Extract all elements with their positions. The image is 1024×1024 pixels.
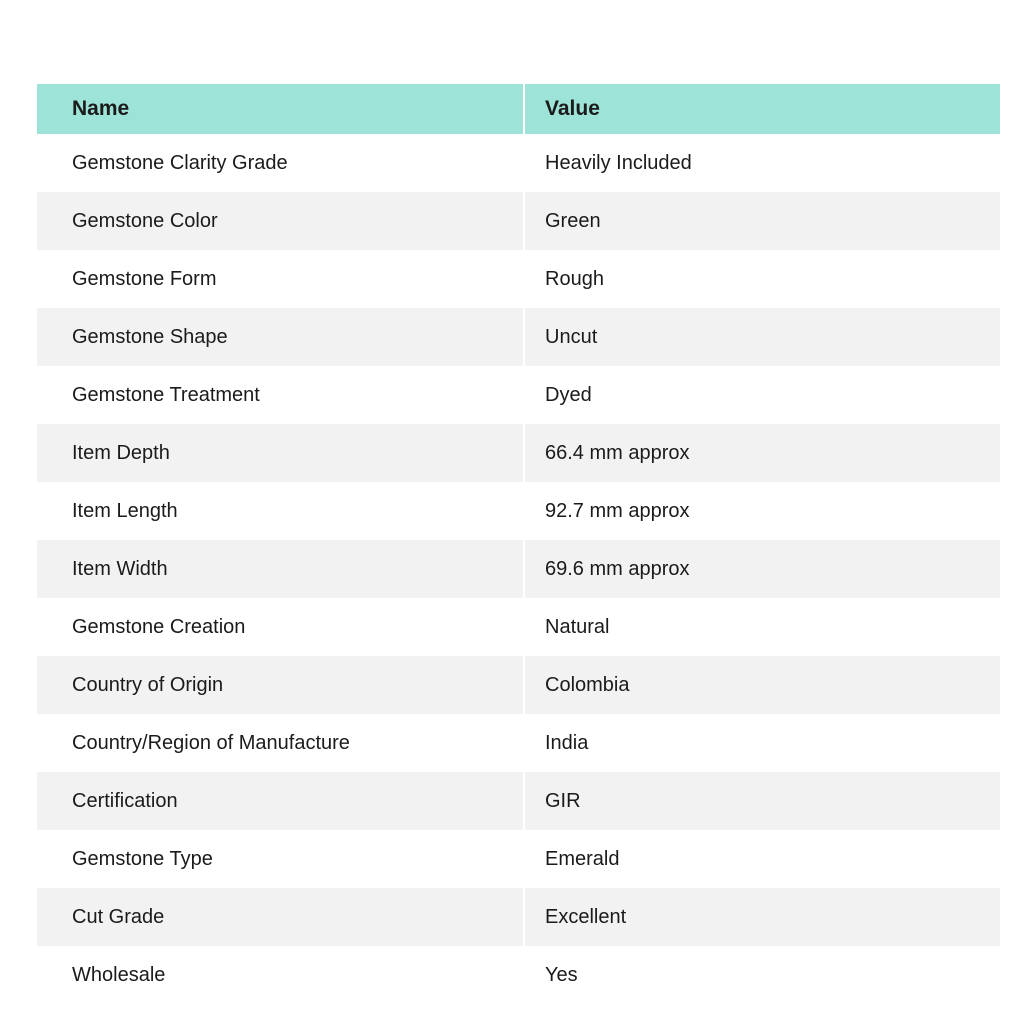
table-body [37, 134, 1000, 1004]
table-row [37, 366, 1000, 424]
row-value-cell: Rough [523, 250, 1000, 308]
table-row [37, 772, 1000, 830]
row-name-cell: Gemstone Creation [72, 616, 246, 638]
row-value-cell: 92.7 mm approx [523, 482, 1000, 540]
row-name-cell: Gemstone Clarity Grade [72, 152, 288, 174]
row-name-cell: Item Depth [72, 442, 170, 464]
table-row [37, 946, 1000, 1004]
row-name-cell: Item Width [72, 558, 168, 580]
row-name-cell: Country/Region of Manufacture [72, 732, 350, 754]
row-value-cell: GIR [523, 772, 1000, 830]
table-row [37, 656, 1000, 714]
table-row [37, 308, 1000, 366]
row-value-cell: Colombia [523, 656, 1000, 714]
table-row [37, 714, 1000, 772]
row-name-cell: Cut Grade [72, 906, 165, 928]
table-row [37, 134, 1000, 192]
table-row [37, 250, 1000, 308]
row-name-cell: Wholesale [72, 964, 166, 986]
table-row [37, 192, 1000, 250]
table-header-row [37, 84, 1000, 134]
table-row [37, 888, 1000, 946]
row-value-cell: Uncut [523, 308, 1000, 366]
row-value-cell: Heavily Included [523, 134, 1000, 192]
table-row [37, 540, 1000, 598]
row-value-cell: Green [523, 192, 1000, 250]
table-row [37, 424, 1000, 482]
row-value-cell: Natural [523, 598, 1000, 656]
row-name-cell: Gemstone Form [72, 268, 217, 290]
item-specifics-table [37, 84, 1000, 1004]
row-name-cell: Item Length [72, 500, 178, 522]
row-name-cell: Gemstone Treatment [72, 384, 260, 406]
row-name-cell: Certification [72, 790, 178, 812]
row-value-cell: 69.6 mm approx [523, 540, 1000, 598]
row-value-cell: India [523, 714, 1000, 772]
row-name-cell: Gemstone Color [72, 210, 218, 232]
row-value-cell: Excellent [523, 888, 1000, 946]
row-name-cell: Gemstone Type [72, 848, 213, 870]
table-row [37, 598, 1000, 656]
header-cell-value: Value [523, 84, 1000, 134]
row-name-cell: Gemstone Shape [72, 326, 228, 348]
row-value-cell: Yes [523, 946, 1000, 1004]
table-row [37, 482, 1000, 540]
table-row [37, 830, 1000, 888]
row-name-cell: Country of Origin [72, 674, 224, 696]
header-cell-name: Name [72, 97, 130, 121]
row-value-cell: Dyed [523, 366, 1000, 424]
row-value-cell: Emerald [523, 830, 1000, 888]
row-value-cell: 66.4 mm approx [523, 424, 1000, 482]
